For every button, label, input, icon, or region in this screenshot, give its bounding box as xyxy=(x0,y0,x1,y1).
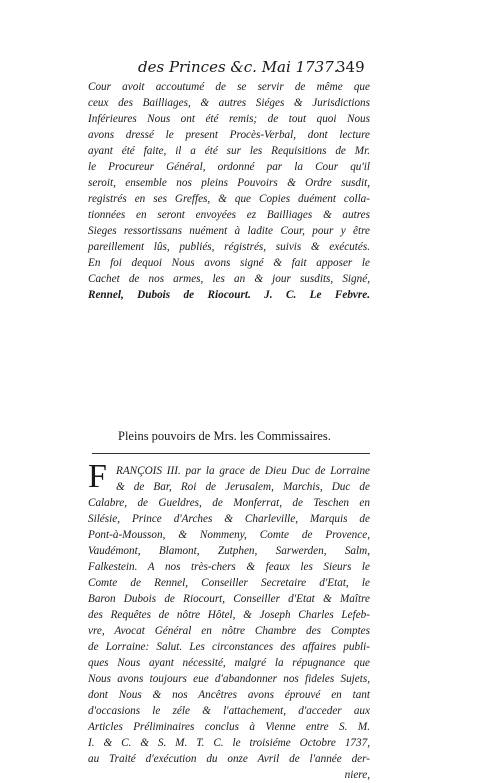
running-title: des Princes &c. Mai 1737. xyxy=(138,58,339,76)
section-title: Pleins pouvoirs de Mrs. les Commissaires. xyxy=(118,429,331,443)
text-line: Cachet de nos armes, les an & jour susdits, Signé, xyxy=(88,273,370,285)
text-line: dont Nous & nos Ancêtres avons éprouvé en tant xyxy=(88,689,370,701)
text-line: Comte de Rennel, Conseiller Secretaire d'Etat, le xyxy=(88,577,370,589)
page-number: 349 xyxy=(336,58,365,76)
text-line: tionnées en seront envoyées ez Bailliages & autres xyxy=(88,209,370,221)
text-line: & de Bar, Roi de Jerusalem, Marchis, Duc de xyxy=(116,481,370,493)
text-line: vre, Avocat Général en nôtre Chambre des Comptes xyxy=(88,625,370,637)
text-line: pareillement lûs, publiés, régistrés, suivis & exécutés. xyxy=(88,241,370,253)
text-line: ayant été faite, il a été sur les Requisitions de Mr. xyxy=(88,145,370,157)
drop-cap: F xyxy=(88,458,107,495)
catchword: niere, xyxy=(344,769,370,781)
running-header xyxy=(138,58,378,76)
text-line: Sieges ressortissans nuément à ladite Cour, pour y être xyxy=(88,225,370,237)
text-line: d'occasions le zéle & l'attachement, d'acceder aux xyxy=(88,705,370,717)
proces-verbal-paragraph xyxy=(88,79,370,303)
text-line: Pont-à-Mousson, & Nommeny, Comte de Provence, xyxy=(88,529,370,541)
text-line: Baron Dubois de Riocourt, Conseiller d'Etat & Maître xyxy=(88,593,370,605)
text-line: au Traité d'exécution du onze Avril de l'année der- xyxy=(88,753,370,765)
text-line: registrés en ses Greffes, & que Copies duément colla- xyxy=(88,193,370,205)
text-line: seroit, ensemble nos pleins Pouvoirs & Ordre susdit, xyxy=(88,177,370,189)
signature-line: Rennel, Dubois de Riocourt. J. C. Le Febvre. xyxy=(88,289,370,301)
text-line: En foi dequoi Nous avons signé & fait apposer le xyxy=(88,257,370,269)
text-line: Vaudémont, Blamont, Zutphen, Sarwerden, Salm, xyxy=(88,545,370,557)
text-line: Silésie, Prince d'Arches & Charleville, Marquis de xyxy=(88,513,370,525)
text-line: le Procureur Général, ordonné par la Cour qu'il xyxy=(88,161,370,173)
text-line: ques Nous ayant nécessité, malgré la répugnance que xyxy=(88,657,370,669)
text-line: Inférieures Nous ont été remis; de tout quoi Nous xyxy=(88,113,370,125)
text-line: Falkestein. A nos très-chers & feaux les Sieurs le xyxy=(88,561,370,573)
text-line: Articles Préliminaires conclus à Vienne entre S. M. xyxy=(88,721,370,733)
pouvoirs-opening xyxy=(116,463,370,495)
text-line: de Lorraine: Salut. Les circonstances des affaires publi- xyxy=(88,641,370,653)
text-line: Nous avons toujours eue d'abandonner nos fideles Sujets, xyxy=(88,673,370,685)
text-line: des Requêtes de nôtre Hôtel, & Joseph Charles Lefeb- xyxy=(88,609,370,621)
section-rule xyxy=(92,453,370,454)
text-line: I. & C. & S. M. T. C. le troisiéme Octobre 1737, xyxy=(88,737,370,749)
text-line: avons dressé le present Procès-Verbal, dont lecture xyxy=(88,129,370,141)
pouvoirs-paragraph xyxy=(88,495,370,783)
text-line: ceux des Bailliages, & autres Siéges & Jurisdictions xyxy=(88,97,370,109)
text-line: RANÇOIS III. par la grace de Dieu Duc de Lorraine xyxy=(116,465,370,477)
text-line: Calabre, de Gueldres, de Monferrat, de Teschen en xyxy=(88,497,370,509)
text-line: Cour avoit accoutumé de se servir de même que xyxy=(88,81,370,93)
